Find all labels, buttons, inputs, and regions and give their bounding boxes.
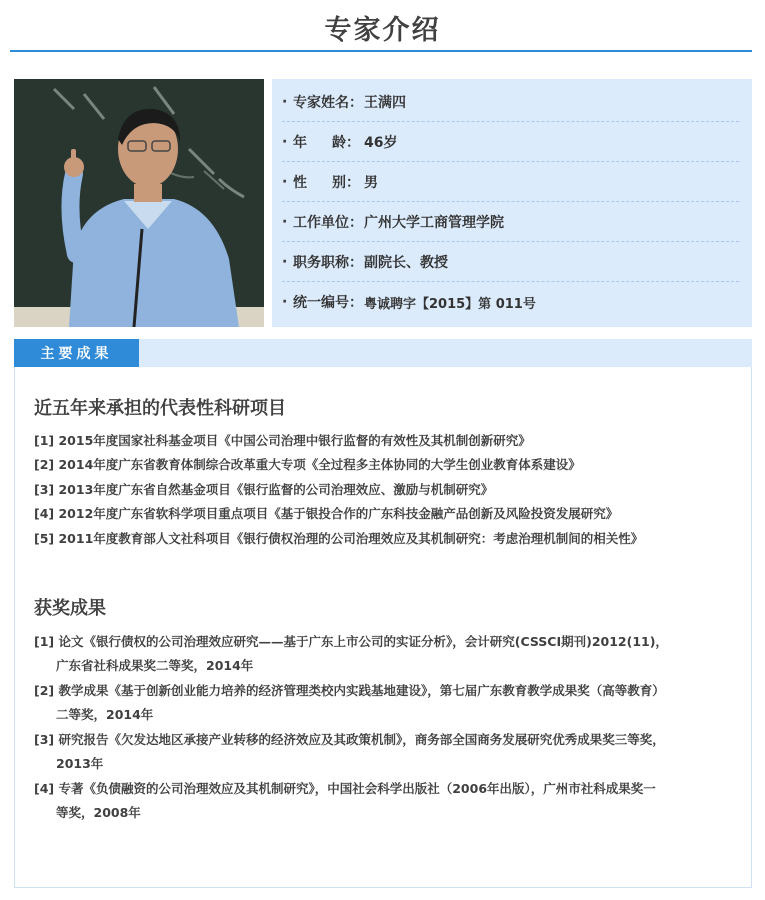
expert-photo (14, 79, 264, 327)
employer-value: 广州大学工商管理学院 (364, 214, 504, 231)
bullet-dot: · (282, 93, 288, 110)
list-item: [3] 2013年度广东省自然基金项目《银行监督的公司治理效应、激励与机制研究》 (34, 482, 494, 497)
list-item: [5] 2011年度教育部人文社科项目《银行债权治理的公司治理效应及其机制研究：考虑治理机制间的相关性》 (34, 531, 644, 546)
list-item: [2] 教学成果《基于创新创业能力培养的经济管理类校内实践基地建设》，第七届广东教育教学成果奖（高等教育） (34, 683, 665, 698)
gender-label-b: 别： (332, 174, 360, 191)
page-title: 专家介绍 (324, 15, 441, 46)
list-item-continuation: 等奖，2008年 (56, 805, 141, 820)
info-row-position (282, 242, 739, 282)
info-row-age (282, 122, 739, 162)
list-item: [2] 2014年度广东省教育体制综合改革重大专项《全过程多主体协同的大学生创业教育体系建设》 (34, 457, 581, 472)
list-item-continuation: 广东省社科成果奖二等奖，2014年 (56, 658, 254, 673)
age-label-b: 龄： (332, 134, 360, 151)
projects-heading: 近五年来承担的代表性科研项目 (34, 398, 286, 419)
list-item: [1] 论文《银行债权的公司治理效应研究——基于广东上市公司的实证分析》，会计研究(CSSCI期刊)2012(11)， (34, 634, 668, 649)
position-value: 副院长、教授 (364, 254, 448, 271)
info-row-name (282, 82, 739, 122)
bullet-dot: · (282, 213, 288, 230)
bullet-dot: · (282, 294, 288, 310)
list-item: [3] 研究报告《欠发达地区承接产业转移的经济效应及其政策机制》，商务部全国商务发展研究优秀成果奖三等奖， (34, 732, 665, 747)
age-label-a: 年 (293, 134, 307, 151)
employer-label: 工作单位： (293, 214, 363, 231)
serial-value: 粤诚聘字【2015】第 011号 (364, 296, 536, 312)
info-row-serial (282, 282, 739, 322)
position-label: 职务职称： (293, 254, 363, 271)
bullet-dot: · (282, 133, 288, 150)
expert-info-panel (272, 79, 752, 327)
list-item: [1] 2015年度国家社科基金项目《中国公司治理中银行监督的有效性及其机制创新研究》 (34, 433, 531, 448)
person-portrait-icon (14, 79, 264, 327)
title-divider (10, 50, 752, 52)
list-item-continuation: 2013年 (56, 756, 104, 771)
bullet-dot: · (282, 253, 288, 270)
list-item-continuation: 二等奖，2014年 (56, 707, 154, 722)
serial-label: 统一编号： (293, 295, 363, 311)
age-value: 46岁 (364, 134, 398, 151)
name-value: 王满四 (364, 94, 406, 111)
gender-value: 男 (364, 174, 378, 191)
bullet-dot: · (282, 173, 288, 190)
tab-main-achievements[interactable]: 主要成果 (14, 339, 139, 367)
name-label: 专家姓名： (293, 94, 363, 111)
gender-label (293, 172, 360, 192)
list-item: [4] 专著《负债融资的公司治理效应及其机制研究》，中国社会科学出版社（2006年出版），广州市社科成果奖一 (34, 781, 656, 796)
gender-label-a: 性 (293, 174, 307, 191)
awards-heading: 获奖成果 (34, 598, 106, 619)
age-label (293, 132, 360, 152)
info-row-employer (282, 202, 739, 242)
list-item: [4] 2012年度广东省软科学项目重点项目《基于银投合作的广东科技金融产品创新及风险投资发展研究》 (34, 506, 619, 521)
info-row-gender (282, 162, 739, 202)
